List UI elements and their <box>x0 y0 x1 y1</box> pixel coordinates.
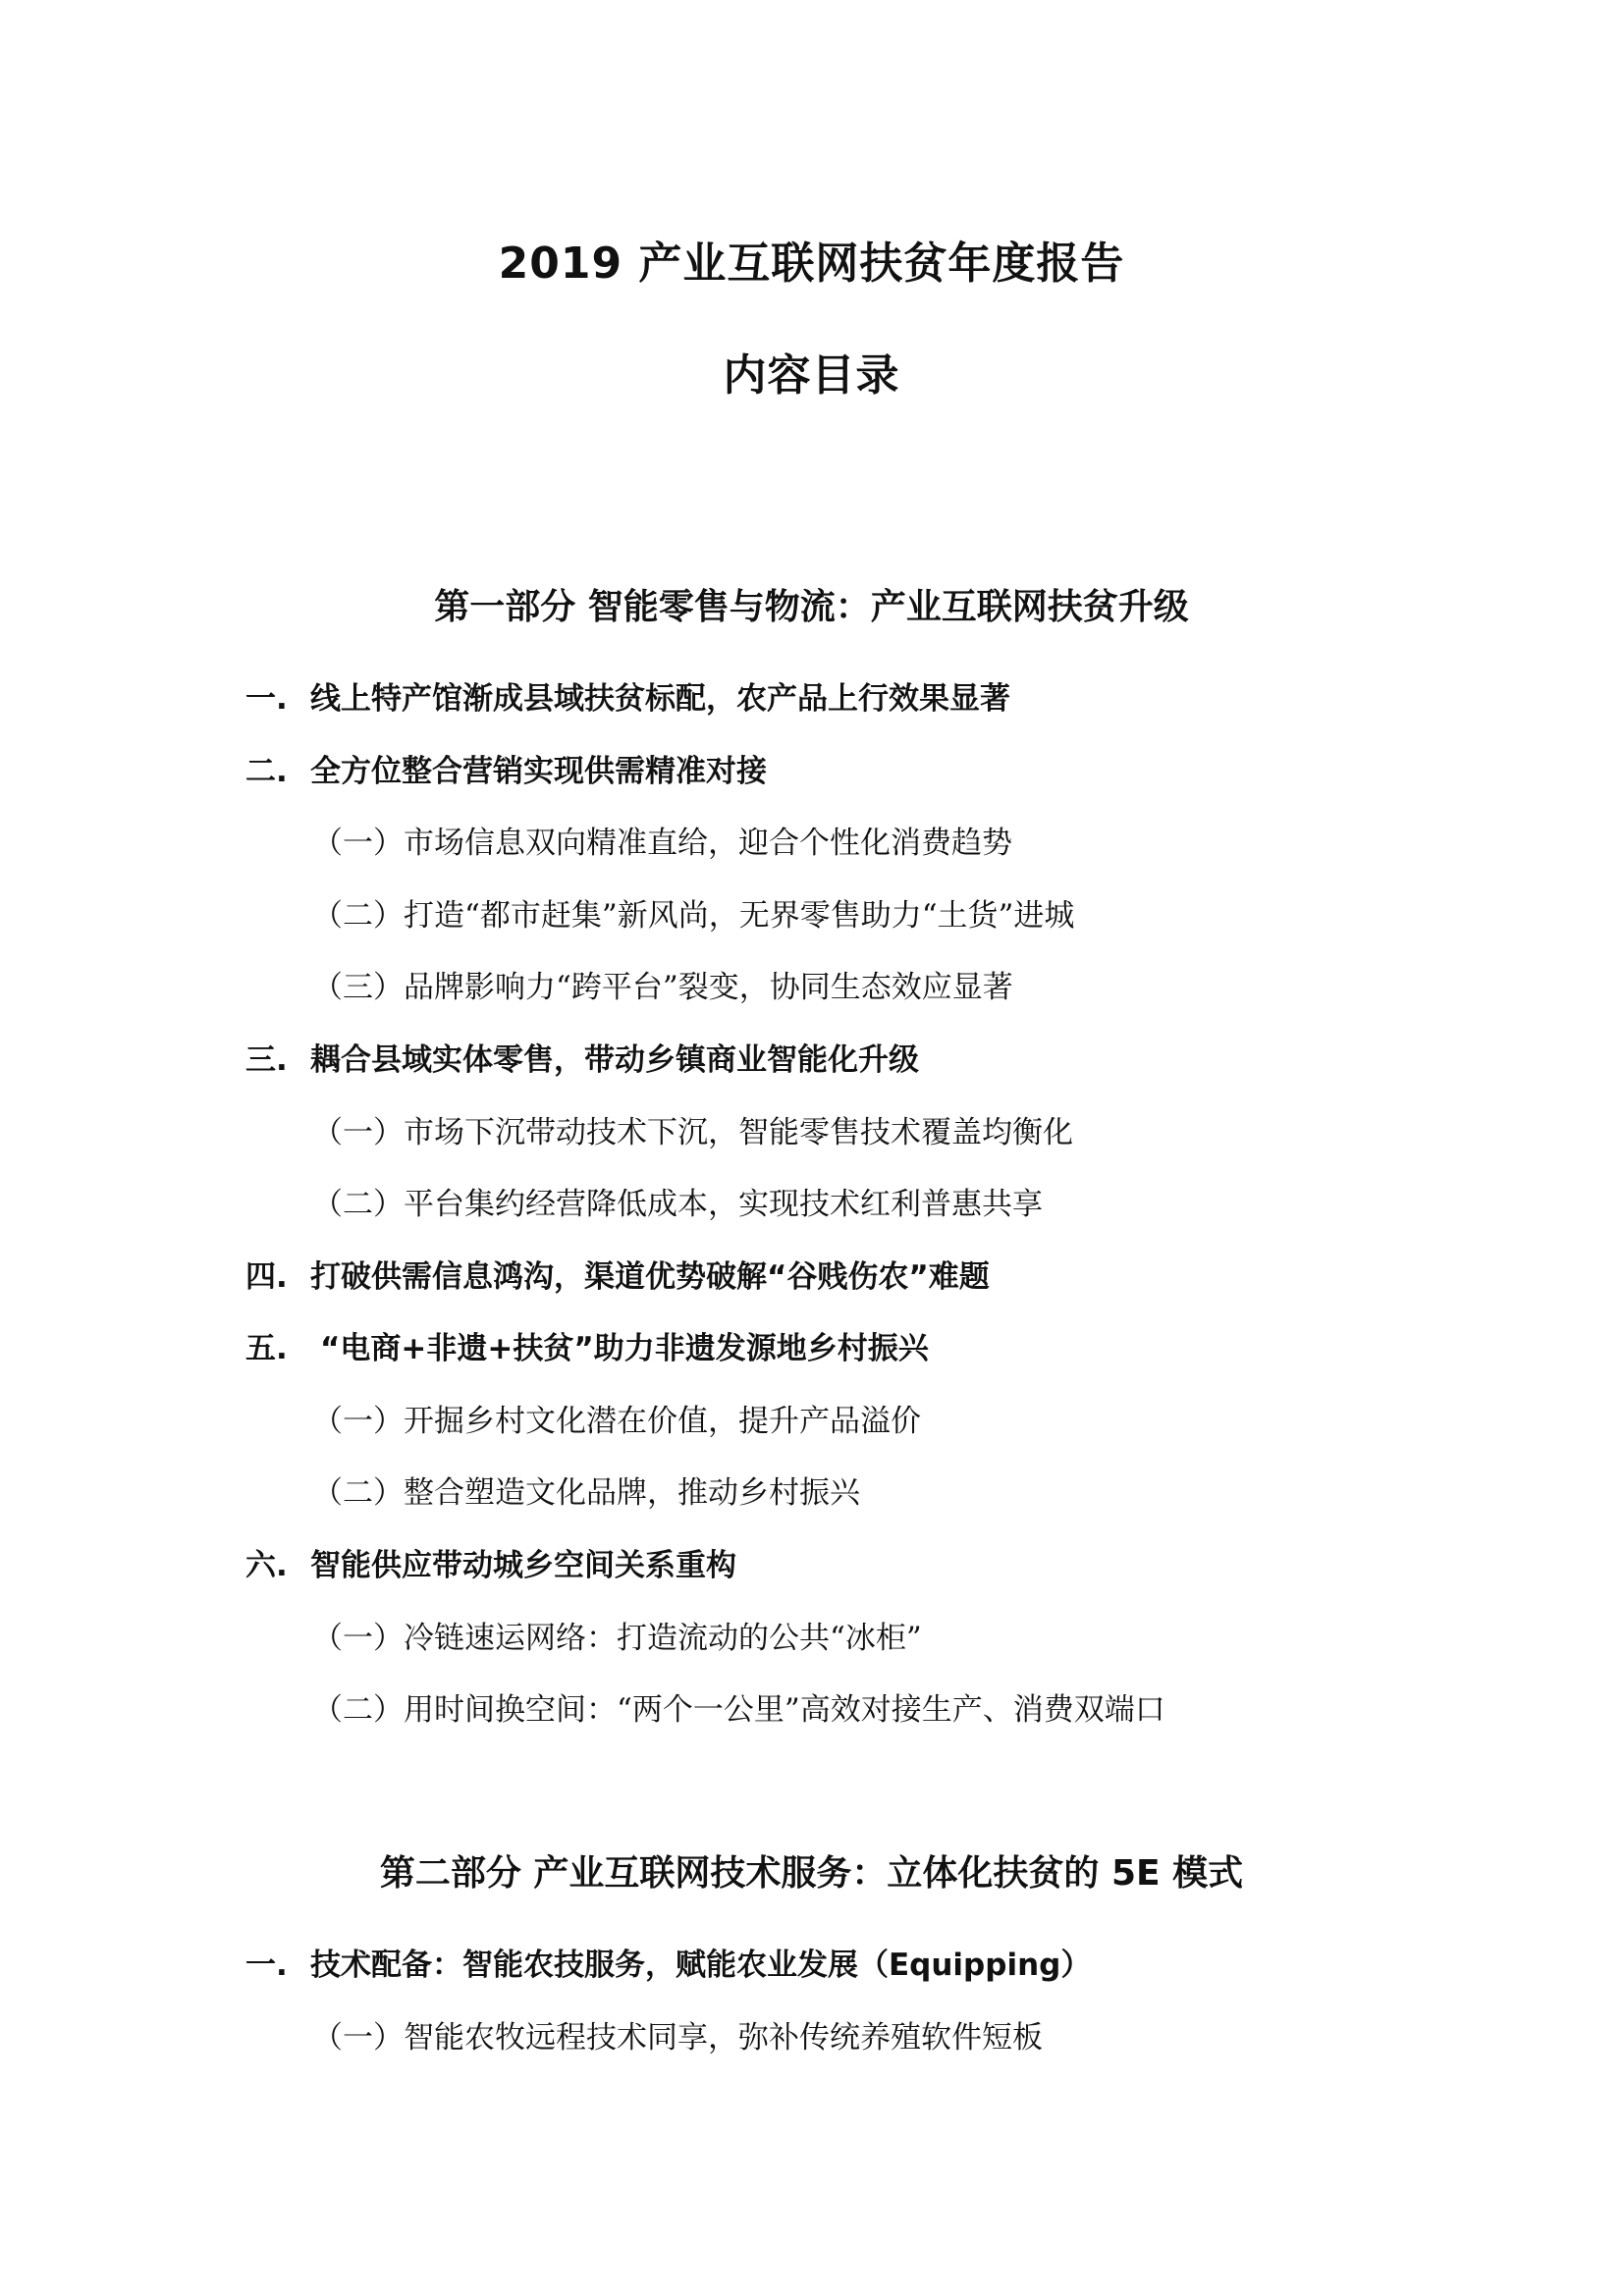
toc-subsection-entry[interactable]: （三）品牌影响力“跨平台”裂变，协同生态效应显著 <box>312 970 1013 1005</box>
part-heading: 第一部分 智能零售与物流：产业互联网扶贫升级 <box>434 587 1189 627</box>
toc-subsection-entry[interactable]: （一）市场下沉带动技术下沉，智能零售技术覆盖均衡化 <box>312 1115 1073 1150</box>
toc-section-number: 六. <box>245 1548 288 1583</box>
toc-section-entry[interactable] <box>245 754 767 789</box>
toc-subsection-entry[interactable]: （二）整合塑造文化品牌，推动乡村振兴 <box>312 1475 860 1511</box>
toc-section-text: 打破供需信息鸿沟，渠道优势破解“谷贱伤农”难题 <box>310 1259 990 1295</box>
toc-section-entry[interactable] <box>245 1331 929 1366</box>
toc-section-number: 五. <box>245 1331 288 1366</box>
toc-subsection-entry[interactable]: （一）市场信息双向精准直给，迎合个性化消费趋势 <box>312 826 1012 861</box>
toc-section-entry[interactable] <box>245 1259 990 1295</box>
toc-section-entry[interactable] <box>245 1042 919 1078</box>
toc-section-text: 全方位整合营销实现供需精准对接 <box>310 754 767 789</box>
toc-section-number: 三. <box>245 1042 288 1078</box>
toc-section-number: 一. <box>245 681 288 717</box>
toc-section-number: 一. <box>245 1948 288 1983</box>
toc-section-text: 线上特产馆渐成县域扶贫标配，农产品上行效果显著 <box>310 681 1010 717</box>
toc-section-entry[interactable] <box>245 1950 1091 1981</box>
toc-subsection-entry[interactable]: （二）用时间换空间：“两个一公里”高效对接生产、消费双端口 <box>312 1692 1165 1728</box>
toc-section-number: 二. <box>245 754 288 789</box>
toc-section-entry[interactable] <box>245 681 1010 717</box>
toc-section-entry[interactable] <box>245 1548 736 1583</box>
toc-subsection-entry[interactable]: （二）平台集约经营降低成本，实现技术红利普惠共享 <box>312 1187 1043 1222</box>
document-title: 2019 产业互联网扶贫年度报告 <box>498 239 1125 289</box>
toc-section-text: 耦合县域实体零售，带动乡镇商业智能化升级 <box>310 1042 919 1078</box>
toc-title: 内容目录 <box>723 350 900 400</box>
toc-subsection-entry[interactable]: （二）打造“都市赶集”新风尚，无界零售助力“土货”进城 <box>312 898 1075 934</box>
toc-subsection-entry[interactable]: （一）智能农牧远程技术同享，弥补传统养殖软件短板 <box>312 2020 1043 2056</box>
toc-section-text: 智能供应带动城乡空间关系重构 <box>310 1548 736 1583</box>
toc-section-text: 技术配备：智能农技服务，赋能农业发展（Equipping） <box>310 1948 1092 1983</box>
toc-section-text: “电商+非遗+扶贫”助力非遗发源地乡村振兴 <box>320 1331 929 1366</box>
part-heading: 第二部分 产业互联网技术服务：立体化扶贫的 5E 模式 <box>379 1853 1244 1894</box>
toc-subsection-entry[interactable]: （一）冷链速运网络：打造流动的公共“冰柜” <box>312 1621 922 1656</box>
toc-subsection-entry[interactable]: （一）开掘乡村文化潜在价值，提升产品溢价 <box>312 1404 921 1439</box>
toc-section-number: 四. <box>245 1259 288 1295</box>
